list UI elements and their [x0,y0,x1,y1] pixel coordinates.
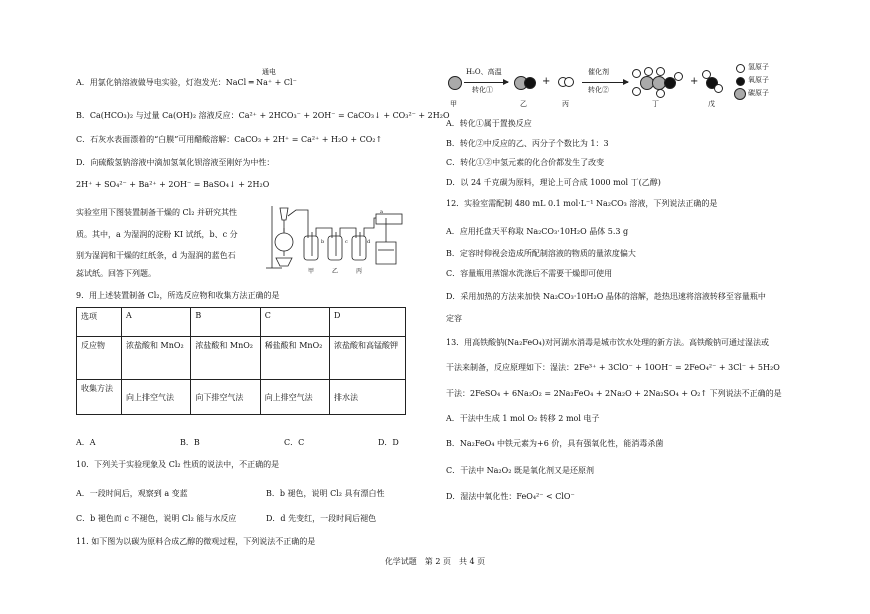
ethanol-h [656,67,665,76]
table-cell: 向下排空气法 [191,380,260,415]
legend-hydrogen-icon [736,64,745,73]
q9-option-d: D．D [378,438,399,447]
left-qA-above: 通电 [262,68,276,76]
water-h [714,84,723,93]
scheme-label-bing: 丙 [562,100,569,108]
left-qC: C．石灰水表面漂着的“白膜”可用醋酸溶解：CaCO₃ + 2H⁺ = Ca²⁺ + H₂O + CO₂↑ [76,135,383,144]
q13-option-a: A．干法中生成 1 mol O₂ 转移 2 mol 电子 [446,414,600,423]
table-cell: 稀盐酸和 MnO₂ [260,337,329,380]
q13-stem-3: 干法：2FeSO₄ + 6Na₂O₂ = 2Na₂FeO₄ + 2Na₂O + 2Na₂SO₄ + O₂↑ 下列说法不正确的是 [446,389,782,398]
left-qD: D．向硫酸氢钠溶液中滴加氢氧化钡溶液至刚好为中性： [76,158,275,167]
app-letter-a: a [380,209,383,215]
scheme-arrow-2 [582,82,628,83]
co-oxygen-atom [524,77,536,89]
scheme-label-wu: 戊 [708,100,715,108]
table-header-d: D [330,308,406,337]
q9-option-a: A．A [76,438,96,447]
carbon-atom [448,76,462,90]
h2-atom-2 [564,77,574,87]
scheme-step1: 转化① [472,86,493,94]
scheme-label-yi: 乙 [520,100,527,108]
q11-option-d: D．以 24 千克碳为原料，理论上可合成 1000 mol 丁(乙醇) [446,178,661,187]
legend-oxygen: 氧原子 [748,76,769,84]
table-cell: 浓盐酸和高锰酸钾 [330,337,406,380]
lab-intro-4: 蕊试纸。回答下列题。 [76,269,156,278]
q9-option-c: C．C [284,438,305,447]
table-header-b: B [191,308,260,337]
plus-sign: + [690,76,699,87]
q12-option-d-cont: 定容 [446,314,462,323]
q12-option-d: D．采用加热的方法来加快 Na₂CO₃·10H₂O 晶体的溶解，趁热迅速将溶液转移至容量瓶中 [446,292,766,301]
q10-option-a: A．一段时间后，观察到 a 变蓝 [76,489,188,498]
table-row-reactant-head: 反应物 [77,337,122,380]
q13-option-b: B．Na₂FeO₄ 中铁元素为+6 价，具有强氧化性，能消毒杀菌 [446,439,664,448]
page-footer: 化学试题 第 2 页 共 4 页 [384,557,486,566]
ethanol-h [632,69,641,78]
q10-stem: 10．下列关于实验现象及 Cl₂ 性质的说法中，不正确的是 [76,460,280,469]
q10-option-b: B．b 褪色，说明 Cl₂ 具有漂白性 [266,489,385,498]
app-letter-b: b [321,239,325,245]
ethanol-h [656,89,665,98]
q13-stem-1: 13．用高铁酸钠(Na₂FeO₄)对河湖水消毒是城市饮水处理的新方法。高铁酸钠可通过湿法或 [446,338,770,347]
legend-carbon-icon [734,88,746,100]
table-cell: 向上排空气法 [260,380,329,415]
q11-option-a: A．转化①属于置换反应 [446,119,532,128]
app-label-jia: 甲 [308,268,315,275]
scheme-label-ding: 丁 [652,100,659,108]
legend-carbon: 碳原子 [748,89,769,97]
q9-option-b: B．B [180,438,200,447]
table-cell: 浓盐酸和 MnO₂ [191,337,260,380]
app-letter-d: d [367,239,371,245]
app-letter-c: c [345,239,348,245]
left-qD-equation: 2H⁺ + SO₄²⁻ + Ba²⁺ + 2OH⁻ = BaSO₄↓ + 2H₂O [76,180,270,189]
table-cell: 排水法 [330,380,406,415]
q9-stem: 9．用上述装置制备 Cl₂，所选反应物和收集方法正确的是 [76,291,280,300]
scheme-label-jia: 甲 [450,100,457,108]
left-qB: B．Ca(HCO₃)₂ 与过量 Ca(OH)₂ 溶液反应：Ca²⁺ + 2HCO₃⁻ + 2OH⁻ = CaCO₃↓ + CO₃²⁻ + 2H₂O [76,111,450,120]
q12-stem: 12．实验室需配制 480 mL 0.1 mol·L⁻¹ Na₂CO₃ 溶液，下列说法正确的是 [446,199,718,208]
legend-hydrogen: 氢原子 [748,63,769,71]
ethanol-h [674,72,683,81]
table-row-collect-head: 收集方法 [77,380,122,415]
plus-sign: + [542,76,551,87]
lab-intro-2: 质。其中，a 为湿润的淀粉 KI 试纸，b、c 分 [76,230,238,239]
q12-option-b: B．定容时仰视会造成所配制溶液的物质的量浓度偏大 [446,249,636,258]
lab-intro-1: 实验室用下图装置制备干燥的 Cl₂ 并研究其性 [76,208,237,217]
water-h [702,70,711,79]
ethanol-h [632,87,641,96]
apparatus-diagram [262,198,410,276]
ethanol-h [644,67,653,76]
reaction-scheme [446,60,826,114]
table-cell: 浓盐酸和 MnO₂ [122,337,191,380]
q13-option-c: C．干法中 Na₂O₂ 既是氧化剂又是还原剂 [446,466,594,475]
q11-option-b: B．转化②中反应的乙、丙分子个数比为 1：3 [446,139,609,148]
q12-option-c: C．容量瓶用蒸馏水洗涤后不需要干燥即可使用 [446,269,613,278]
table-header-a: A [122,308,191,337]
q11-option-c: C．转化①②中氢元素的化合价都发生了改变 [446,158,605,167]
q11-stem: 11. 如下图为以碳为原料合成乙醇的微观过程，下列说法不正确的是 [76,537,316,546]
q10-option-c: C．b 褪色而 c 不褪色，说明 Cl₂ 能与水反应 [76,514,237,523]
app-label-bing: 丙 [356,268,363,275]
q10-option-d: D．d 先变红，一段时间后褪色 [266,514,377,523]
q12-option-a: A．应用托盘天平称取 Na₂CO₃·10H₂O 晶体 5.3 g [446,227,629,236]
table-header-option: 选项 [77,308,122,337]
scheme-cond2: 催化剂 [588,68,609,76]
table-cell: 向上排空气法 [122,380,191,415]
app-label-yi: 乙 [332,268,339,275]
lab-intro-3: 别为湿润和干燥的红纸条，d 为湿润的蓝色石 [76,251,236,260]
left-qA: A．用氯化钠溶液做导电实验，灯泡发光：NaCl ═ Na⁺ + Cl⁻ [76,78,297,87]
scheme-cond1: H₂O、高温 [466,68,502,76]
q9-options-table [76,307,406,415]
q13-option-d: D．湿法中氧化性：FeO₄²⁻ < ClO⁻ [446,492,575,501]
scheme-arrow-1 [464,82,508,83]
q13-stem-2: 干法来制备，反应原理如下：湿法：2Fe³⁺ + 3ClO⁻ + 10OH⁻ = 2FeO₄²⁻ + 3Cl⁻ + 5H₂O [446,363,780,372]
legend-oxygen-icon [736,77,745,86]
table-header-c: C [260,308,329,337]
scheme-step2: 转化② [588,86,609,94]
